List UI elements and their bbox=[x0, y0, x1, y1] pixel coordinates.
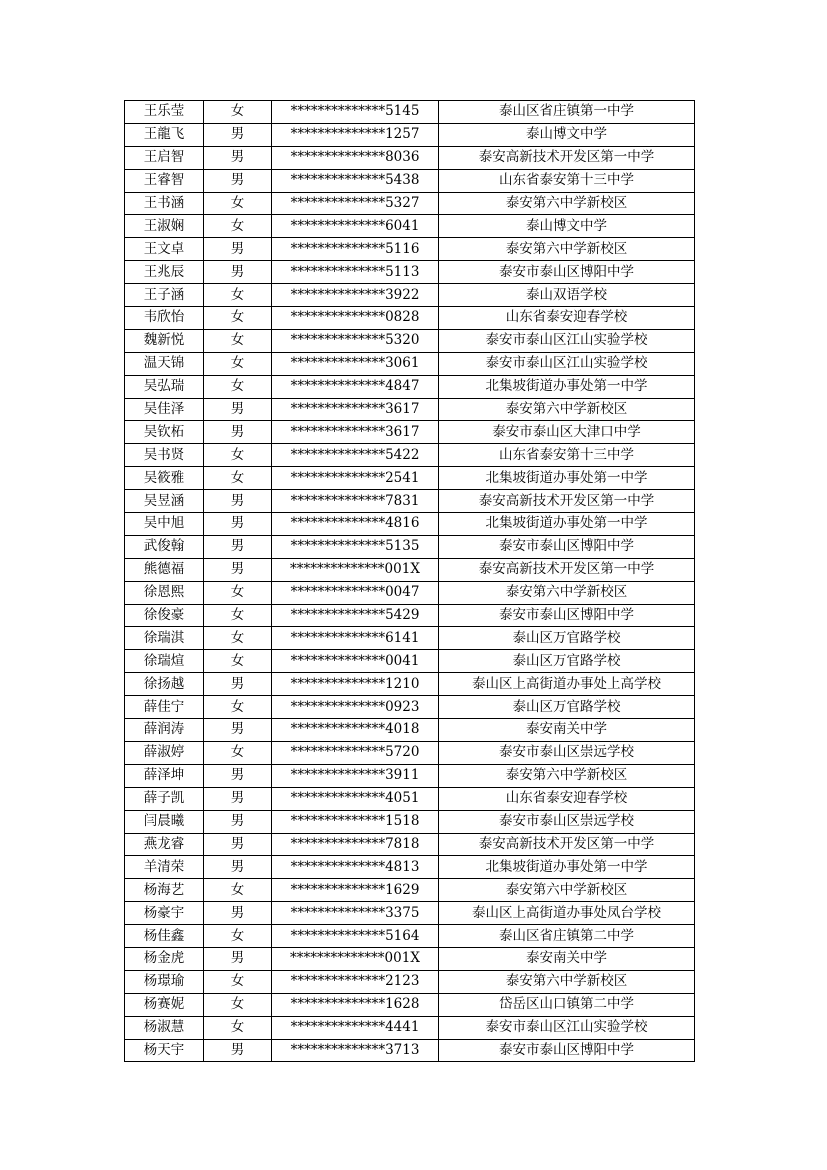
table-row bbox=[125, 1016, 695, 1039]
student-name-cell: 吴中旭 bbox=[125, 513, 204, 536]
student-name-cell: 王龍飞 bbox=[125, 123, 204, 146]
table-row bbox=[125, 192, 695, 215]
table-row bbox=[125, 719, 695, 742]
table-row bbox=[125, 902, 695, 925]
table-row bbox=[125, 1039, 695, 1062]
student-name-cell: 熊德福 bbox=[125, 558, 204, 581]
school-cell: 山东省泰安迎春学校 bbox=[439, 307, 695, 330]
student-name-cell: 吴书贤 bbox=[125, 444, 204, 467]
gender-cell: 男 bbox=[204, 947, 272, 970]
id-number-cell: **************5422 bbox=[272, 444, 439, 467]
id-number-cell: **************2541 bbox=[272, 467, 439, 490]
id-number-cell: **************6041 bbox=[272, 215, 439, 238]
table-row bbox=[125, 741, 695, 764]
student-name-cell: 温天锦 bbox=[125, 352, 204, 375]
student-name-cell: 杨佳鑫 bbox=[125, 925, 204, 948]
school-cell: 泰山区万官路学校 bbox=[439, 696, 695, 719]
gender-cell: 女 bbox=[204, 329, 272, 352]
gender-cell: 女 bbox=[204, 925, 272, 948]
gender-cell: 女 bbox=[204, 741, 272, 764]
id-number-cell: **************3061 bbox=[272, 352, 439, 375]
id-number-cell: **************7831 bbox=[272, 490, 439, 513]
id-number-cell: **************5720 bbox=[272, 741, 439, 764]
school-cell: 北集坡街道办事处第一中学 bbox=[439, 467, 695, 490]
id-number-cell: **************4813 bbox=[272, 856, 439, 879]
school-cell: 山东省泰安第十三中学 bbox=[439, 444, 695, 467]
id-number-cell: **************1628 bbox=[272, 993, 439, 1016]
school-cell: 泰安第六中学新校区 bbox=[439, 192, 695, 215]
table-row bbox=[125, 627, 695, 650]
table-row bbox=[125, 696, 695, 719]
school-cell: 泰山双语学校 bbox=[439, 284, 695, 307]
school-cell: 泰安第六中学新校区 bbox=[439, 581, 695, 604]
id-number-cell: **************5135 bbox=[272, 535, 439, 558]
table-row bbox=[125, 581, 695, 604]
gender-cell: 男 bbox=[204, 833, 272, 856]
gender-cell: 女 bbox=[204, 192, 272, 215]
gender-cell: 男 bbox=[204, 490, 272, 513]
id-number-cell: **************4847 bbox=[272, 375, 439, 398]
id-number-cell: **************5438 bbox=[272, 169, 439, 192]
gender-cell: 女 bbox=[204, 993, 272, 1016]
table-row bbox=[125, 421, 695, 444]
student-name-cell: 杨璟瑜 bbox=[125, 970, 204, 993]
table-row bbox=[125, 261, 695, 284]
table-row bbox=[125, 123, 695, 146]
school-cell: 泰安高新技术开发区第一中学 bbox=[439, 558, 695, 581]
gender-cell: 男 bbox=[204, 787, 272, 810]
id-number-cell: **************3911 bbox=[272, 764, 439, 787]
table-row bbox=[125, 352, 695, 375]
gender-cell: 女 bbox=[204, 444, 272, 467]
school-cell: 泰安市泰山区江山实验学校 bbox=[439, 352, 695, 375]
table-row bbox=[125, 558, 695, 581]
gender-cell: 女 bbox=[204, 284, 272, 307]
id-number-cell: **************5145 bbox=[272, 101, 439, 124]
school-cell: 泰山区万官路学校 bbox=[439, 627, 695, 650]
gender-cell: 男 bbox=[204, 238, 272, 261]
id-number-cell: **************0923 bbox=[272, 696, 439, 719]
gender-cell: 男 bbox=[204, 719, 272, 742]
id-number-cell: **************5116 bbox=[272, 238, 439, 261]
school-cell: 泰安第六中学新校区 bbox=[439, 238, 695, 261]
student-name-cell: 徐瑞煊 bbox=[125, 650, 204, 673]
school-cell: 山东省泰安迎春学校 bbox=[439, 787, 695, 810]
student-name-cell: 徐恩熙 bbox=[125, 581, 204, 604]
school-cell: 泰安南关中学 bbox=[439, 719, 695, 742]
gender-cell: 男 bbox=[204, 123, 272, 146]
table-row bbox=[125, 993, 695, 1016]
student-name-cell: 王乐莹 bbox=[125, 101, 204, 124]
school-cell: 泰山区上高街道办事处上高学校 bbox=[439, 673, 695, 696]
student-name-cell: 吴昱涵 bbox=[125, 490, 204, 513]
id-number-cell: **************3375 bbox=[272, 902, 439, 925]
student-name-cell: 杨赛妮 bbox=[125, 993, 204, 1016]
id-number-cell: **************4018 bbox=[272, 719, 439, 742]
table-row bbox=[125, 650, 695, 673]
student-name-cell: 燕龙睿 bbox=[125, 833, 204, 856]
student-name-cell: 吴钦柘 bbox=[125, 421, 204, 444]
table-row bbox=[125, 947, 695, 970]
school-cell: 泰安市泰山区博阳中学 bbox=[439, 604, 695, 627]
id-number-cell: **************1210 bbox=[272, 673, 439, 696]
table-row bbox=[125, 673, 695, 696]
student-name-cell: 徐扬越 bbox=[125, 673, 204, 696]
gender-cell: 男 bbox=[204, 558, 272, 581]
school-cell: 山东省泰安第十三中学 bbox=[439, 169, 695, 192]
id-number-cell: **************4816 bbox=[272, 513, 439, 536]
id-number-cell: **************4441 bbox=[272, 1016, 439, 1039]
school-cell: 泰安第六中学新校区 bbox=[439, 398, 695, 421]
id-number-cell: **************2123 bbox=[272, 970, 439, 993]
table-row bbox=[125, 970, 695, 993]
gender-cell: 女 bbox=[204, 696, 272, 719]
id-number-cell: **************3617 bbox=[272, 398, 439, 421]
school-cell: 泰安市泰山区博阳中学 bbox=[439, 261, 695, 284]
student-name-cell: 薛淑婷 bbox=[125, 741, 204, 764]
gender-cell: 男 bbox=[204, 902, 272, 925]
table-row bbox=[125, 375, 695, 398]
student-name-cell: 闫晨曦 bbox=[125, 810, 204, 833]
table-row bbox=[125, 238, 695, 261]
school-cell: 北集坡街道办事处第一中学 bbox=[439, 375, 695, 398]
table-row bbox=[125, 925, 695, 948]
gender-cell: 男 bbox=[204, 421, 272, 444]
id-number-cell: **************5429 bbox=[272, 604, 439, 627]
gender-cell: 男 bbox=[204, 513, 272, 536]
school-cell: 泰安高新技术开发区第一中学 bbox=[439, 490, 695, 513]
student-name-cell: 徐俊豪 bbox=[125, 604, 204, 627]
gender-cell: 女 bbox=[204, 627, 272, 650]
gender-cell: 男 bbox=[204, 535, 272, 558]
student-name-cell: 杨天宇 bbox=[125, 1039, 204, 1062]
student-name-cell: 韦欣怡 bbox=[125, 307, 204, 330]
school-cell: 泰安南关中学 bbox=[439, 947, 695, 970]
gender-cell: 女 bbox=[204, 1016, 272, 1039]
gender-cell: 男 bbox=[204, 169, 272, 192]
gender-cell: 女 bbox=[204, 101, 272, 124]
student-name-cell: 吴筱雅 bbox=[125, 467, 204, 490]
student-name-cell: 杨豪宇 bbox=[125, 902, 204, 925]
gender-cell: 女 bbox=[204, 215, 272, 238]
school-cell: 泰安市泰山区江山实验学校 bbox=[439, 1016, 695, 1039]
school-cell: 泰安市泰山区博阳中学 bbox=[439, 535, 695, 558]
roster-body bbox=[125, 101, 695, 1062]
school-cell: 泰安市泰山区博阳中学 bbox=[439, 1039, 695, 1062]
table-row bbox=[125, 215, 695, 238]
id-number-cell: **************1518 bbox=[272, 810, 439, 833]
gender-cell: 女 bbox=[204, 307, 272, 330]
student-name-cell: 薛泽坤 bbox=[125, 764, 204, 787]
id-number-cell: **************1629 bbox=[272, 879, 439, 902]
school-cell: 北集坡街道办事处第一中学 bbox=[439, 513, 695, 536]
student-name-cell: 薛佳宁 bbox=[125, 696, 204, 719]
student-name-cell: 魏新悦 bbox=[125, 329, 204, 352]
gender-cell: 女 bbox=[204, 970, 272, 993]
school-cell: 泰安高新技术开发区第一中学 bbox=[439, 146, 695, 169]
id-number-cell: **************001X bbox=[272, 947, 439, 970]
id-number-cell: **************3617 bbox=[272, 421, 439, 444]
student-name-cell: 薛润涛 bbox=[125, 719, 204, 742]
school-cell: 泰安第六中学新校区 bbox=[439, 879, 695, 902]
table-row bbox=[125, 513, 695, 536]
student-name-cell: 王睿智 bbox=[125, 169, 204, 192]
school-cell: 泰山区省庄镇第一中学 bbox=[439, 101, 695, 124]
gender-cell: 女 bbox=[204, 467, 272, 490]
gender-cell: 男 bbox=[204, 398, 272, 421]
roster-table bbox=[124, 100, 695, 1062]
table-row bbox=[125, 444, 695, 467]
gender-cell: 女 bbox=[204, 650, 272, 673]
table-row bbox=[125, 535, 695, 558]
school-cell: 泰安市泰山区崇远学校 bbox=[439, 810, 695, 833]
school-cell: 泰山博文中学 bbox=[439, 215, 695, 238]
gender-cell: 男 bbox=[204, 1039, 272, 1062]
table-row bbox=[125, 101, 695, 124]
gender-cell: 女 bbox=[204, 352, 272, 375]
id-number-cell: **************3922 bbox=[272, 284, 439, 307]
table-row bbox=[125, 856, 695, 879]
student-name-cell: 王文卓 bbox=[125, 238, 204, 261]
student-name-cell: 杨金虎 bbox=[125, 947, 204, 970]
gender-cell: 男 bbox=[204, 673, 272, 696]
id-number-cell: **************5327 bbox=[272, 192, 439, 215]
id-number-cell: **************6141 bbox=[272, 627, 439, 650]
gender-cell: 男 bbox=[204, 261, 272, 284]
student-name-cell: 吴弘瑞 bbox=[125, 375, 204, 398]
id-number-cell: **************5113 bbox=[272, 261, 439, 284]
school-cell: 泰山博文中学 bbox=[439, 123, 695, 146]
table-row bbox=[125, 833, 695, 856]
id-number-cell: **************4051 bbox=[272, 787, 439, 810]
table-row bbox=[125, 398, 695, 421]
student-name-cell: 徐瑞淇 bbox=[125, 627, 204, 650]
table-row bbox=[125, 329, 695, 352]
student-name-cell: 王启智 bbox=[125, 146, 204, 169]
school-cell: 泰安市泰山区大津口中学 bbox=[439, 421, 695, 444]
gender-cell: 男 bbox=[204, 764, 272, 787]
table-row bbox=[125, 146, 695, 169]
school-cell: 泰山区上高街道办事处凤台学校 bbox=[439, 902, 695, 925]
id-number-cell: **************3713 bbox=[272, 1039, 439, 1062]
student-name-cell: 王兆辰 bbox=[125, 261, 204, 284]
gender-cell: 女 bbox=[204, 879, 272, 902]
student-name-cell: 吴佳泽 bbox=[125, 398, 204, 421]
school-cell: 北集坡街道办事处第一中学 bbox=[439, 856, 695, 879]
table-row bbox=[125, 307, 695, 330]
gender-cell: 女 bbox=[204, 375, 272, 398]
student-name-cell: 王子涵 bbox=[125, 284, 204, 307]
school-cell: 泰安第六中学新校区 bbox=[439, 764, 695, 787]
id-number-cell: **************5320 bbox=[272, 329, 439, 352]
student-name-cell: 王书涵 bbox=[125, 192, 204, 215]
id-number-cell: **************0047 bbox=[272, 581, 439, 604]
school-cell: 泰安高新技术开发区第一中学 bbox=[439, 833, 695, 856]
table-row bbox=[125, 787, 695, 810]
id-number-cell: **************1257 bbox=[272, 123, 439, 146]
table-row bbox=[125, 879, 695, 902]
student-name-cell: 武俊翰 bbox=[125, 535, 204, 558]
table-row bbox=[125, 810, 695, 833]
student-name-cell: 王淑娴 bbox=[125, 215, 204, 238]
school-cell: 泰安第六中学新校区 bbox=[439, 970, 695, 993]
table-row bbox=[125, 467, 695, 490]
id-number-cell: **************0041 bbox=[272, 650, 439, 673]
id-number-cell: **************0828 bbox=[272, 307, 439, 330]
gender-cell: 男 bbox=[204, 146, 272, 169]
student-name-cell: 杨淑慧 bbox=[125, 1016, 204, 1039]
school-cell: 泰安市泰山区崇远学校 bbox=[439, 741, 695, 764]
school-cell: 泰安市泰山区江山实验学校 bbox=[439, 329, 695, 352]
school-cell: 泰山区省庄镇第二中学 bbox=[439, 925, 695, 948]
school-cell: 泰山区万官路学校 bbox=[439, 650, 695, 673]
table-row bbox=[125, 604, 695, 627]
table-row bbox=[125, 764, 695, 787]
id-number-cell: **************5164 bbox=[272, 925, 439, 948]
id-number-cell: **************001X bbox=[272, 558, 439, 581]
gender-cell: 女 bbox=[204, 604, 272, 627]
table-row bbox=[125, 490, 695, 513]
school-cell: 岱岳区山口镇第二中学 bbox=[439, 993, 695, 1016]
gender-cell: 女 bbox=[204, 581, 272, 604]
id-number-cell: **************7818 bbox=[272, 833, 439, 856]
student-name-cell: 杨海艺 bbox=[125, 879, 204, 902]
id-number-cell: **************8036 bbox=[272, 146, 439, 169]
table-row bbox=[125, 284, 695, 307]
table-row bbox=[125, 169, 695, 192]
student-name-cell: 羊清荣 bbox=[125, 856, 204, 879]
student-name-cell: 薛子凯 bbox=[125, 787, 204, 810]
gender-cell: 男 bbox=[204, 856, 272, 879]
gender-cell: 男 bbox=[204, 810, 272, 833]
